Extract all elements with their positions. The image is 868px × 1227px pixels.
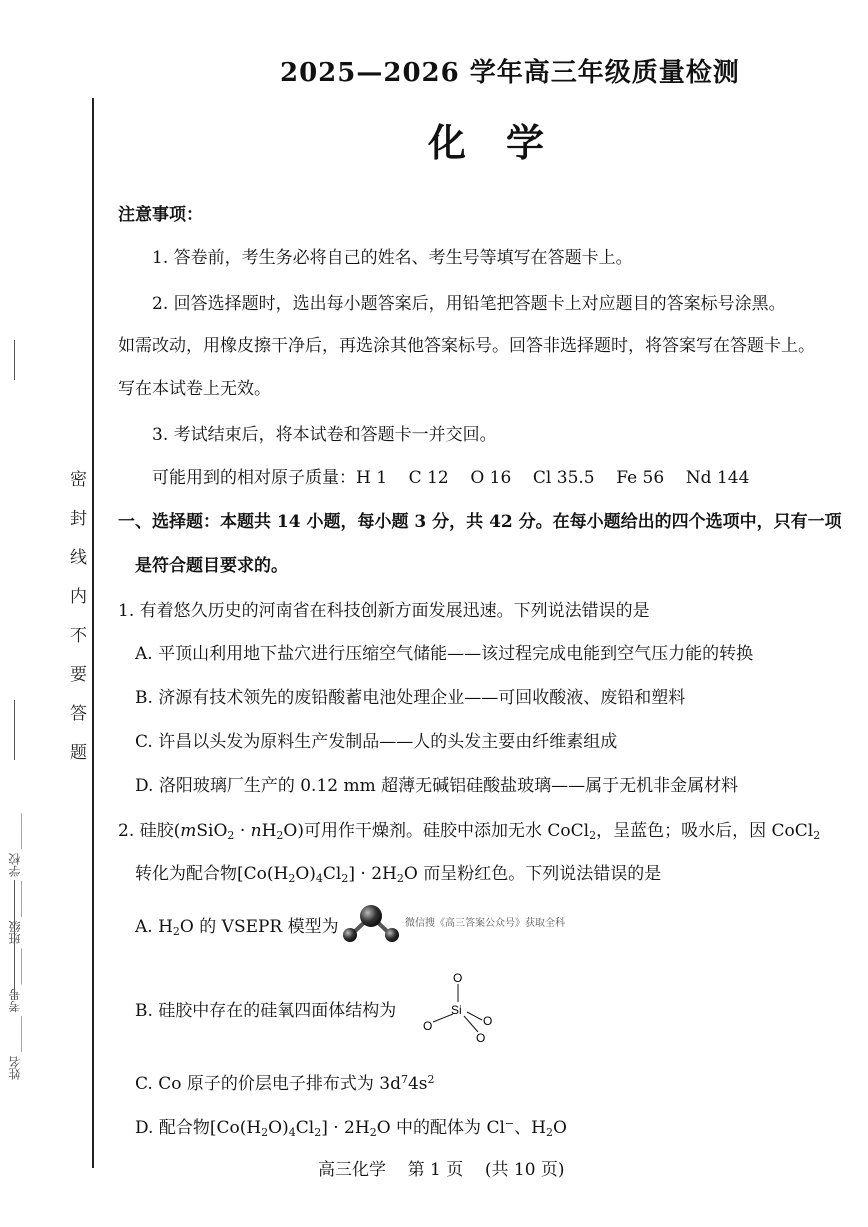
notice-item-3: 3. 考试结束后，将本试卷和答题卡一并交回。 <box>152 425 497 445</box>
vsepr-model-icon <box>338 902 404 944</box>
question-1-option-c: C. 许昌以头发为原料生产发制品——人的头发主要由纤维素组成 <box>135 732 618 752</box>
subject-title: 化学 <box>428 120 585 165</box>
notice-item-2: 2. 回答选择题时，选出每小题答案后，用铅笔把答题卡上对应题目的答案标号涂黑。 <box>152 294 786 314</box>
notice-item-2-cont: 写在本试卷上无效。 <box>118 379 271 399</box>
question-1-stem: 1. 有着悠久历史的河南省在科技创新方面发展迅速。下列说法错误的是 <box>118 601 650 621</box>
question-2-stem: 2. 硅胶(mSiO$_2$ · $nH_2O$)可用作干燥剂。硅胶中添加无水 CoCl$_2$，呈蓝色；吸水后，因 CoCl$_2$ <box>118 821 821 842</box>
notice-item-1: 1. 答卷前，考生务必将自己的姓名、考生号等填写在答题卡上。 <box>152 248 633 268</box>
section-heading-cont: 是符合题目要求的。 <box>135 556 288 576</box>
question-1-option-b: B. 济源有技术领先的废铅酸蓄电池处理企业——可回收酸液、废铅和塑料 <box>135 688 686 708</box>
exam-title: 2025—2026 学年高三年级质量检测 <box>280 58 740 88</box>
question-2-stem-cont: 转化为配合物$[Co(H_2O)_4Cl_2] \cdot 2H_2O$ 而呈粉红色。下列说法错误的是 <box>135 864 662 885</box>
oxygen-label: O <box>483 1014 493 1028</box>
seal-instruction: 密封线内不要答题 <box>66 470 86 782</box>
page-footer: 高三化学 第 1 页 (共 10 页) <box>318 1160 565 1180</box>
question-1-option-a: A. 平顶山利用地下盐穴进行压缩空气储能——该过程完成电能到空气压力能的转换 <box>135 644 754 664</box>
atomic-masses: 可能用到的相对原子质量：H 1 C 12 O 16 Cl 35.5 Fe 56 Nd 144 <box>152 468 750 488</box>
question-2-option-d: D. 配合物$[Co(H_2O)_4Cl_2] \cdot 2H_2O$ 中的配体为 Cl−、$H_2O$ <box>135 1117 567 1139</box>
question-2-option-a: A. $H_2O$ 的 VSEPR 模型为 <box>135 917 339 938</box>
binding-field-line <box>14 340 15 380</box>
watermark-text: 微信搜《高三答案公众号》获取全科 <box>405 918 565 929</box>
oxygen-label: O <box>453 971 463 985</box>
silicon-oxygen-tetrahedron-diagram <box>415 962 505 1052</box>
notice-item-2-cont: 如需改动，用橡皮擦干净后，再选涂其他答案标号。回答非选择题时，将答案写在答题卡上。 <box>118 336 815 356</box>
question-2-option-b: B. 硅胶中存在的硅氧四面体结构为 <box>135 1001 397 1021</box>
oxygen-label: O <box>423 1019 433 1033</box>
question-2-option-c: C. Co 原子的价层电子排布式为 $3d^74s^2$ <box>135 1073 435 1094</box>
oxygen-label: O <box>476 1031 486 1045</box>
binding-line <box>92 98 94 1168</box>
notice-heading: 注意事项： <box>118 205 203 225</box>
question-1-option-d: D. 洛阳玻璃厂生产的 0.12 mm 超薄无碱铝硅酸盐玻璃——属于无机非金属材料 <box>135 776 739 796</box>
section-heading: 一、选择题：本题共 14 小题，每小题 3 分，共 42 分。在每小题给出的四个选项中，只有一项 <box>118 512 842 532</box>
silicon-label: Si <box>451 1003 462 1017</box>
binding-fields: 姓名 ______ 考号 ______ 班级 ______ 学校 ______ <box>8 813 22 1080</box>
